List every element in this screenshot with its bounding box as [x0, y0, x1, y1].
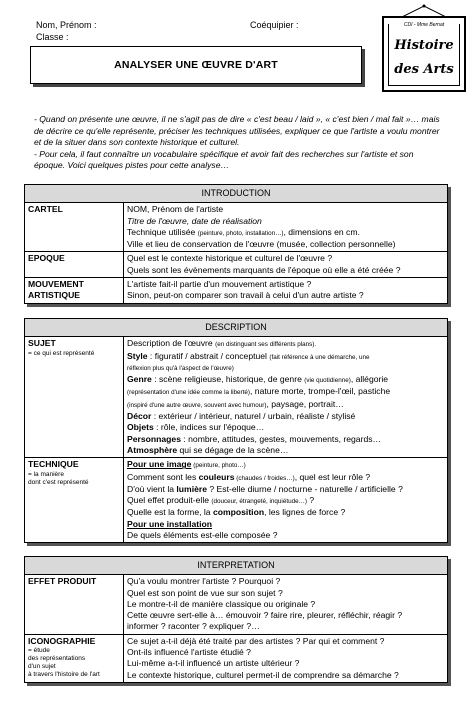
- technique-sublabel-1: = la manière: [28, 470, 64, 478]
- icono-sublabel-4: à travers l'histoire de l'art: [28, 671, 100, 679]
- iconographie-label: ICONOGRAPHIE: [28, 635, 96, 646]
- effet-line-2: Quel est son point de vue sur son sujet ?: [127, 587, 283, 598]
- page-title: ANALYSER UNE ŒUVRE D'ART: [114, 59, 278, 71]
- effet-end: ?: [306, 495, 315, 506]
- intro-paragraph-1: - Quand on présente une œuvre, il ne s'agit pas de dire « c'est beau / laid », « c'est bien / mal fait »… mais de décrire ce qu'elle représente, préciser les techniques utilisées, expliquer ce que l'artiste a voulu montrer et de la situer dans son contexte historique et culturel.: [34, 114, 440, 148]
- couleurs-note: (chaudes / froides…): [234, 474, 295, 482]
- personnages-text: : nombre, attitudes, gestes, mouvements, regards…: [180, 433, 382, 444]
- sujet-line-9: [127, 434, 444, 445]
- introduction-table: [24, 184, 448, 304]
- effet-produit-label: EFFET PRODUIT: [28, 576, 97, 587]
- effet-label-cell: [25, 575, 124, 634]
- epoque-label-cell: [25, 252, 124, 278]
- objets-term: Objets: [127, 422, 154, 433]
- icono-sublabel-2: des représentations: [28, 655, 86, 663]
- effet-line-1: Qu'a voulu montrer l'artiste ? Pourquoi ?: [127, 576, 281, 587]
- image-subheading: Pour une image: [127, 459, 192, 470]
- sujet-line-7: [127, 411, 444, 422]
- technique-line-7: De quels éléments est-elle composée ?: [127, 530, 278, 541]
- technique-content: [124, 458, 448, 543]
- cartel-technique-examples: (peinture, photo, installation…): [197, 229, 284, 237]
- genre-more-text: , nature morte, trompe-l'œil, pastiche: [250, 386, 391, 397]
- image-note: (peinture, photo…): [191, 462, 246, 470]
- cartel-content: [124, 203, 448, 252]
- table-row: [25, 203, 448, 252]
- composition-intro: Quelle est la forme, la: [127, 507, 213, 518]
- pastiche-note: (inspiré d'une autre œuvre, souvent avec humour): [127, 401, 267, 409]
- style-note: (fait référence à une démarche, une: [269, 353, 370, 361]
- sujet-line-1: [127, 338, 444, 350]
- couleurs-text: , quel est leur rôle ?: [294, 471, 371, 482]
- sujet-line-3: réflexion plus qu'à l'aspect de l'œuvre): [127, 364, 234, 372]
- sujet-sublabel: = ce qui est représenté: [28, 349, 95, 357]
- intro-paragraph-2: - Pour cela, il faut connaître un vocabulaire spécifique et avoir fait des recherches sur l'artiste et son époque. Voici quelques pistes pour cette analyse…: [34, 148, 414, 171]
- sujet-line-10: [127, 445, 444, 456]
- decor-text: : extérieur / intérieur, naturel / urbain, réaliste / stylisé: [151, 411, 356, 422]
- mouvement-line-2: Sinon, peut-on comparer son travail à celui d'un autre artiste ?: [127, 290, 364, 301]
- class-label: Classe :: [36, 32, 69, 42]
- mouvement-label-1: MOUVEMENT: [28, 279, 84, 290]
- lumiere-intro: D'où vient la: [127, 483, 177, 494]
- icono-sublabel-3: d'un sujet: [28, 663, 56, 671]
- effet-line-4: Cette œuvre sert-elle à… émouvoir ? faire rire, pleurer, réfléchir, réagir ?: [127, 610, 403, 621]
- table-row: [25, 252, 448, 278]
- sujet-line-5: [127, 386, 444, 398]
- couleurs-term: couleurs: [198, 471, 235, 482]
- logo-frame: [382, 16, 466, 92]
- decor-term: Décor: [127, 411, 152, 422]
- logo-line-1: Histoire: [394, 38, 454, 53]
- table-row: [25, 458, 448, 543]
- effet-note: (douceur, étrangeté, inquiétude…): [211, 498, 307, 506]
- technique-line-4: [127, 495, 444, 507]
- composition-text: , les lignes de force ?: [264, 507, 346, 518]
- name-label: Nom, Prénom :: [36, 20, 97, 30]
- cartel-technique-text: Technique utilisée: [127, 226, 198, 237]
- composition-term: composition: [212, 507, 265, 518]
- effet-line-5: informer ? raconter ? expliquer ?…: [127, 621, 260, 632]
- installation-subheading: Pour une installation: [127, 518, 212, 529]
- description-table: [24, 318, 448, 543]
- sujet-line-2: [127, 351, 444, 363]
- genre-note: (vie quotidienne): [304, 377, 351, 385]
- epoque-line-2: Quels sont les évènements marquants de l'époque où elle a été créée ?: [127, 264, 401, 275]
- partner-label: Coéquipier :: [250, 20, 299, 30]
- technique-line-5: [127, 507, 444, 518]
- description-header: DESCRIPTION: [25, 319, 448, 337]
- logo-top-text: CDI - Mme Bernat: [389, 22, 459, 28]
- style-text: : figuratif / abstrait / conceptuel: [147, 350, 270, 361]
- interpretation-table: [24, 556, 448, 683]
- logo-line-2: des Arts: [394, 62, 454, 77]
- cartel-dimensions-text: , dimensions en cm.: [283, 226, 360, 237]
- icono-content: [124, 634, 448, 682]
- atmosphere-term: Atmosphère: [127, 444, 178, 455]
- genre-text: : scène religieuse, historique, de genre: [151, 374, 305, 385]
- cartel-line-1: NOM, Prénom de l'artiste: [127, 204, 224, 215]
- sujet-content: [124, 337, 448, 458]
- effet-intro: Quel effet produit-elle: [127, 495, 212, 506]
- genre-end-text: , paysage, portrait…: [266, 398, 344, 409]
- cartel-line-4: Ville et lieu de conservation de l'œuvre (musée, collection personnelle): [127, 239, 396, 250]
- effet-line-3: Le montre-t-il de manière classique ou originale ?: [127, 598, 316, 609]
- introduction-header: INTRODUCTION: [25, 185, 448, 203]
- objets-text: : rôle, indices sur l'époque…: [153, 422, 265, 433]
- icono-line-2: Ont-ils influencé l'artiste étudié ?: [127, 647, 251, 658]
- icono-sublabel-1: = étude: [28, 647, 50, 655]
- effet-content: [124, 575, 448, 634]
- icono-label-cell: [25, 634, 124, 682]
- personnages-term: Personnages: [127, 433, 181, 444]
- mouvement-content: [124, 278, 448, 304]
- cartel-label: CARTEL: [28, 204, 63, 215]
- table-row: [25, 575, 448, 634]
- sujet-line-6: [127, 399, 444, 411]
- epoque-label: EPOQUE: [28, 253, 65, 264]
- genre-term: Genre: [127, 374, 152, 385]
- allegorie-note: (représentation d'une idée comme la liberté): [127, 389, 251, 397]
- table-row: [25, 278, 448, 304]
- technique-label-cell: [25, 458, 124, 543]
- couleurs-intro: Comment sont les: [127, 471, 199, 482]
- logo-frame-inner: [388, 24, 460, 86]
- sujet-description-text: Description de l'œuvre: [127, 338, 216, 349]
- sujet-line-4: [127, 374, 444, 386]
- epoque-content: [124, 252, 448, 278]
- cartel-label-cell: [25, 203, 124, 252]
- lumiere-text: ? Est-elle diurne / nocturne - naturelle / artificielle ?: [207, 483, 403, 494]
- atmosphere-text: qui se dégage de la scène…: [177, 444, 289, 455]
- technique-line-1: [127, 459, 444, 471]
- lumiere-term: lumière: [176, 483, 207, 494]
- icono-line-4: Le contexte historique, culturel permet-il de comprendre sa démarche ?: [127, 669, 399, 680]
- table-row: [25, 634, 448, 682]
- epoque-line-1: Quel est le contexte historique et culturel de l'œuvre ?: [127, 253, 333, 264]
- page-title-box: [30, 46, 362, 84]
- table-row: [25, 337, 448, 458]
- cartel-line-2: Titre de l'œuvre, date de réalisation: [127, 215, 262, 226]
- sujet-line-8: [127, 422, 444, 433]
- icono-line-3: Lui-même a-t-il influencé un artiste ultérieur ?: [127, 658, 300, 669]
- technique-line-2: [127, 472, 444, 484]
- mouvement-line-1: L'artiste fait-il partie d'un mouvement artistique ?: [127, 279, 312, 290]
- sujet-description-note: (en distinguant ses différents plans).: [215, 341, 317, 349]
- icono-line-1: Ce sujet a-t-il déjà été traité par des artistes ? Par qui et comment ?: [127, 635, 385, 646]
- intro-text: [34, 114, 444, 172]
- mouvement-label-2: ARTISTIQUE: [28, 290, 81, 301]
- style-term: Style: [127, 350, 148, 361]
- sujet-label-cell: [25, 337, 124, 458]
- technique-sublabel-2: dont c'est représenté: [28, 478, 89, 486]
- mouvement-label-cell: [25, 278, 124, 304]
- genre-allegorie: , allégorie: [350, 374, 389, 385]
- technique-line-3: [127, 484, 444, 495]
- technique-label: TECHNIQUE: [28, 459, 79, 470]
- sujet-label: SUJET: [28, 338, 56, 349]
- cartel-line-3: [127, 227, 444, 239]
- interpretation-header: INTERPRETATION: [25, 557, 448, 575]
